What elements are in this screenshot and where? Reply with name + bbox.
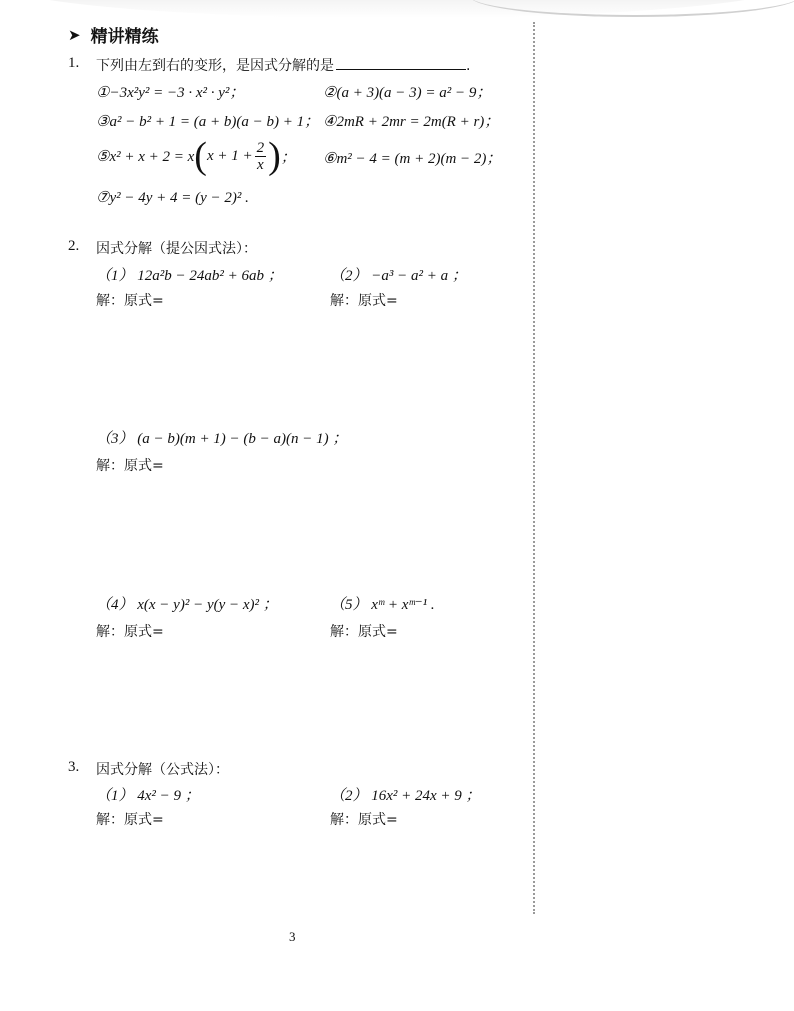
q2-part-2-solution: 解：原式= [330, 293, 398, 309]
page-number: 3 [289, 929, 296, 944]
q1-item-5-end: ； [280, 149, 296, 166]
section-title-text: 精讲精练 [90, 27, 159, 47]
left-paren: ( [194, 135, 207, 177]
fraction-denominator: x [257, 156, 264, 173]
right-paren: ) [268, 135, 281, 177]
q2-number: 2. [68, 238, 80, 254]
column-divider [533, 22, 535, 914]
q1-item-5-inner: x + 1 + [206, 147, 253, 164]
q2-part-3: （3） (a − b)(m + 1) − (b − a)(n − 1) ； [96, 431, 348, 447]
fraction [255, 140, 267, 173]
q1-item-2: ②(a + 3)(a − 3) = a² − 9； [323, 85, 492, 101]
q2-part-5: （5） xᵐ + xᵐ⁻¹ . [330, 597, 435, 613]
q2-title: 因式分解（提公因式法）： [96, 241, 257, 257]
answer-blank[interactable] [336, 55, 466, 70]
fraction-numerator: 2 [256, 139, 265, 156]
q2-part-5-solution: 解：原式= [330, 624, 398, 640]
q3-part-2-solution: 解：原式= [330, 812, 398, 828]
q1-item-3: ③a² − b² + 1 = (a + b)(a − b) + 1； [96, 114, 320, 130]
section-title [68, 22, 159, 47]
q2-part-3-solution: 解：原式= [96, 458, 164, 474]
q3-title: 因式分解（公式法）： [96, 762, 229, 778]
q1-item-4: ④2mR + 2mr = 2m(R + r)； [323, 114, 500, 130]
q1-item-5-lhs: ⑤x² + x + 2 = x [96, 148, 195, 165]
q2-part-4: （4） x(x − y)² − y(y − x)² ； [96, 597, 278, 613]
q1-stem-text: 下列由左到右的变形，是因式分解的是 [96, 58, 334, 74]
q1-item-5 [96, 137, 296, 175]
q1-item-7: ⑦y² − 4y + 4 = (y − 2)² . [96, 190, 249, 206]
q3-part-2: （2） 16x² + 24x + 9 ； [330, 788, 481, 804]
q3-part-1: （1） 4x² − 9 ； [96, 788, 200, 804]
q2-part-2: （2） −a³ − a² + a ； [330, 268, 467, 284]
q1-stem-end: . [466, 58, 471, 74]
q2-part-4-solution: 解：原式= [96, 624, 164, 640]
q3-part-1-solution: 解：原式= [96, 812, 164, 828]
q1-stem [96, 55, 470, 75]
q2-part-1-solution: 解：原式= [96, 293, 164, 309]
q1-number: 1. [68, 55, 80, 71]
q2-part-1: （1） 12a²b − 24ab² + 6ab ； [96, 268, 283, 284]
q3-number: 3. [68, 759, 80, 775]
q1-item-6: ⑥m² − 4 = (m + 2)(m − 2)； [323, 151, 502, 167]
q1-item-1: ①−3x²y² = −3 · x² · y²； [96, 85, 245, 101]
arrow-bullet-icon: ➤ [68, 25, 81, 44]
